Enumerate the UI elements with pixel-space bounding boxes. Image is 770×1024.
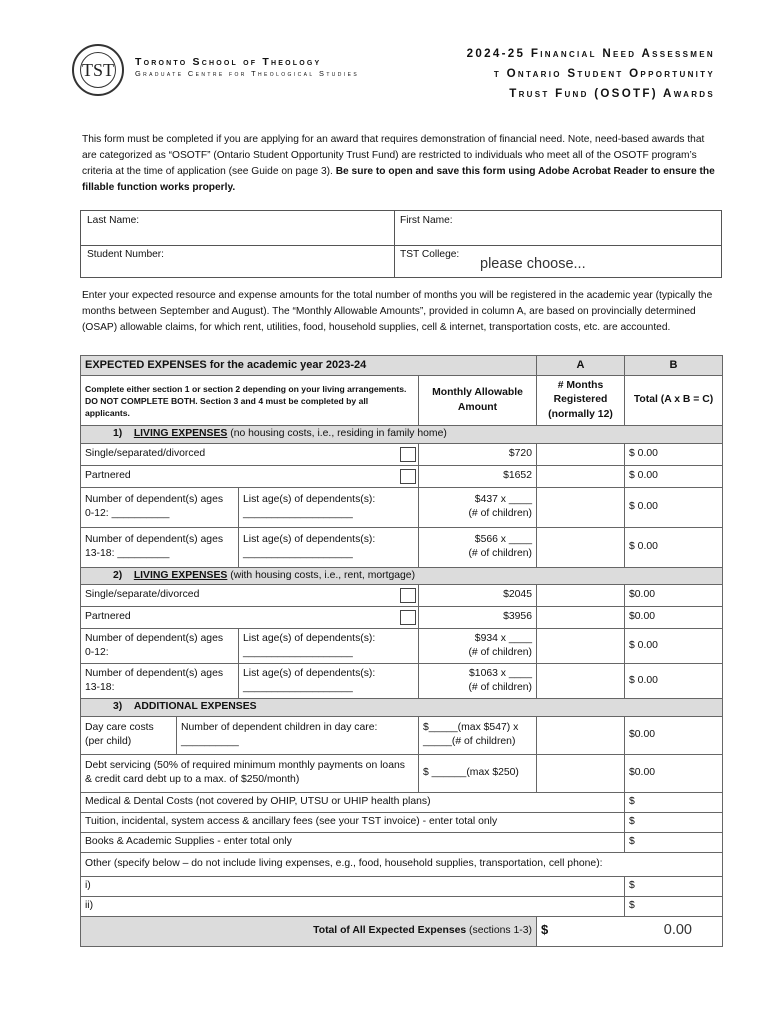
title-line: Trust Fund (OSOTF) Awards <box>509 87 715 100</box>
amount-line: $934 x ____ <box>474 632 532 644</box>
dependents-ages-list[interactable]: List age(s) of dependents(s): ___________________ <box>239 629 419 664</box>
last-name-label: Last Name: <box>87 215 140 226</box>
other-ii-total-input[interactable]: $ <box>625 896 723 916</box>
single-checkbox[interactable] <box>400 447 416 462</box>
allowable-amount <box>419 527 537 567</box>
dependents-label: Number of dependent(s) ages 13-18: <box>81 664 239 699</box>
other-item-i[interactable]: i) <box>81 876 625 896</box>
student-number-label: Student Number: <box>87 249 165 260</box>
total-currency: $ <box>541 921 549 937</box>
intro-bold: Be sure to open and save this form using Adobe Acrobat Reader to ensure the fillable function works properly. <box>82 166 715 193</box>
divider <box>81 245 721 246</box>
section-3-heading <box>81 699 723 717</box>
total-value: $ 0.00 <box>625 487 723 527</box>
total-note: (sections 1-3) <box>466 924 532 936</box>
dependents-ages-list[interactable]: List age(s) of dependents(s): ___________________ <box>239 664 419 699</box>
intro-text: This form must be completed if you are applying for an award that requires demonstration of financial need. Note, need-based awards that are categorized as “OSOTF” (Ontario Student Opportunity Trust Fund) are restricted to individuals who meet all of the OSOTF program’s criteria at the time of application (see Guide on page 3). <box>82 134 705 177</box>
other-label: Other (specify below – do not include living expenses, e.g., food, household supplies, transportation, cell phone): <box>81 852 723 876</box>
months-input[interactable] <box>537 607 625 629</box>
books-total-input[interactable]: $ <box>625 832 723 852</box>
instructions-paragraph: Enter your expected resource and expense amounts for the total number of months you will be registered in the academic year (typically the months between September and August). The “Monthly Allowable Amounts”, provided in column A, are based on provincially determined (OSAP) allowable claims, for which rent, utilities, food, household supplies, cell & internet, transportation costs, etc. are accounted. <box>82 290 713 333</box>
section-1-title: LIVING EXPENSES <box>133 428 228 439</box>
months-input[interactable] <box>537 527 625 567</box>
form-title <box>395 44 715 104</box>
intro-paragraph <box>82 132 716 196</box>
total-label: Total of All Expected Expenses <box>313 924 467 936</box>
divider <box>394 211 395 277</box>
first-name-field[interactable] <box>466 213 716 241</box>
amount-line: $1063 x ____ <box>469 667 532 679</box>
allowable-amount: $3956 <box>419 607 537 629</box>
daycare-label: Day care costs (per child) <box>81 716 177 754</box>
allowable-amount: $2045 <box>419 585 537 607</box>
amount-note: (# of children) <box>468 508 532 519</box>
amount-note: (# of children) <box>468 548 532 559</box>
daycare-amount[interactable] <box>419 716 537 754</box>
table-note: Complete either section 1 or section 2 depending on your living arrangements. DO NOT COMPLETE BOTH. Section 3 and 4 must be completed by all applicants. <box>81 376 419 426</box>
dependents-ages-list[interactable]: List age(s) of dependents(s): ___________________ <box>239 527 419 567</box>
debt-amount[interactable]: $ ______(max $250) <box>419 754 537 792</box>
row-label-text: Partnered <box>85 469 131 481</box>
title-line: 2024-25 Financial Need Assessmen <box>466 47 715 60</box>
school-subtitle: Graduate Centre for Theological Studies <box>135 69 360 78</box>
row-label-text: Single/separated/divorced <box>85 447 206 459</box>
section-3-title: ADDITIONAL EXPENSES <box>133 701 257 712</box>
table-title: EXPECTED EXPENSES for the academic year 2023-24 <box>81 356 537 376</box>
months-input[interactable] <box>537 716 625 754</box>
other-item-ii[interactable]: ii) <box>81 896 625 916</box>
total-value: $0.00 <box>625 716 723 754</box>
row-label-text: Partnered <box>85 611 131 622</box>
allowable-amount: $1652 <box>419 465 537 487</box>
daycare-children-field[interactable]: Number of dependent children in day care: __________ <box>177 716 419 754</box>
months-input[interactable] <box>537 664 625 699</box>
total-value: $ 0.00 <box>625 664 723 699</box>
total-expenses-field[interactable] <box>537 916 723 946</box>
dependents-label: Number of dependent(s) ages 0-12: __________ <box>81 487 239 527</box>
medical-total-input[interactable]: $ <box>625 792 723 812</box>
allowable-amount <box>419 487 537 527</box>
months-input[interactable] <box>537 465 625 487</box>
section-2-heading <box>81 567 723 585</box>
total-value: $ 0.00 <box>625 465 723 487</box>
amount-line: $_____(max $547) x <box>423 721 519 733</box>
months-input[interactable] <box>537 754 625 792</box>
months-input[interactable] <box>537 585 625 607</box>
section-2-title: LIVING EXPENSES <box>133 569 228 581</box>
total-expenses-value: 0.00 <box>663 921 692 938</box>
tuition-label: Tuition, incidental, system access & ancillary fees (see your TST invoice) - enter total only <box>81 812 625 832</box>
row-label <box>81 607 419 629</box>
first-name-label: First Name: <box>400 215 453 226</box>
single-checkbox[interactable] <box>400 588 416 603</box>
row-label <box>81 585 419 607</box>
amount-line: $566 x ____ <box>474 533 532 545</box>
tst-logo-mark: TST <box>80 52 116 88</box>
section-1-heading <box>81 426 723 444</box>
tst-logo <box>72 44 124 96</box>
dependents-label: Number of dependent(s) ages 13-18: _________ <box>81 527 239 567</box>
allowable-amount <box>419 629 537 664</box>
column-a-header: A <box>537 356 625 376</box>
months-input[interactable] <box>537 487 625 527</box>
partnered-checkbox[interactable] <box>400 610 416 625</box>
dependents-label: Number of dependent(s) ages 0-12: <box>81 629 239 664</box>
expenses-table <box>80 355 723 947</box>
total-label-cell <box>81 916 537 946</box>
total-value: $ 0.00 <box>625 629 723 664</box>
column-b-header: B <box>625 356 723 376</box>
total-value: $ 0.00 <box>625 527 723 567</box>
amount-line: $437 x ____ <box>474 493 532 505</box>
section-2-note: (with housing costs, i.e., rent, mortgage) <box>227 569 416 581</box>
months-input[interactable] <box>537 629 625 664</box>
column-c-description: Total (A x B = C) <box>625 376 723 426</box>
section-3-number: 3) <box>113 701 123 712</box>
total-value: $ 0.00 <box>625 443 723 465</box>
amount-note: (# of children) <box>468 682 532 693</box>
student-info-box <box>80 210 722 278</box>
allowable-amount: $720 <box>419 443 537 465</box>
amount-note: _____(# of children) <box>423 736 516 747</box>
months-input[interactable] <box>537 443 625 465</box>
row-label <box>81 465 419 487</box>
section-2-number: 2) <box>113 569 123 581</box>
student-number-field[interactable] <box>181 247 389 275</box>
total-value: $0.00 <box>625 754 723 792</box>
row-label-text: Single/separate/divorced <box>85 589 200 600</box>
section-1-number: 1) <box>113 428 123 439</box>
total-value: $0.00 <box>625 585 723 607</box>
college-label: TST College: <box>400 249 460 260</box>
tuition-total-input[interactable]: $ <box>625 812 723 832</box>
medical-label: Medical & Dental Costs (not covered by OHIP, UTSU or UHIP health plans) <box>81 792 625 812</box>
school-name: Toronto School of Theology <box>135 56 322 68</box>
title-line: t Ontario Student Opportunity <box>493 67 715 80</box>
other-i-total-input[interactable]: $ <box>625 876 723 896</box>
last-name-field[interactable] <box>161 213 389 241</box>
column-b-description: # Months Registered (normally 12) <box>537 376 625 426</box>
debt-label: Debt servicing (50% of required minimum monthly payments on loans & credit card debt up to a max. of $250/month) <box>81 754 419 792</box>
partnered-checkbox[interactable] <box>400 469 416 484</box>
column-a-description: Monthly Allowable Amount <box>419 376 537 426</box>
section-1-note: (no housing costs, i.e., residing in family home) <box>227 428 447 439</box>
total-value: $0.00 <box>625 607 723 629</box>
books-label: Books & Academic Supplies - enter total only <box>81 832 625 852</box>
amount-note: (# of children) <box>468 647 532 658</box>
dependents-ages-list[interactable]: List age(s) of dependents(s): ___________________ <box>239 487 419 527</box>
college-select[interactable]: please choose... <box>480 256 586 272</box>
row-label <box>81 443 419 465</box>
allowable-amount <box>419 664 537 699</box>
